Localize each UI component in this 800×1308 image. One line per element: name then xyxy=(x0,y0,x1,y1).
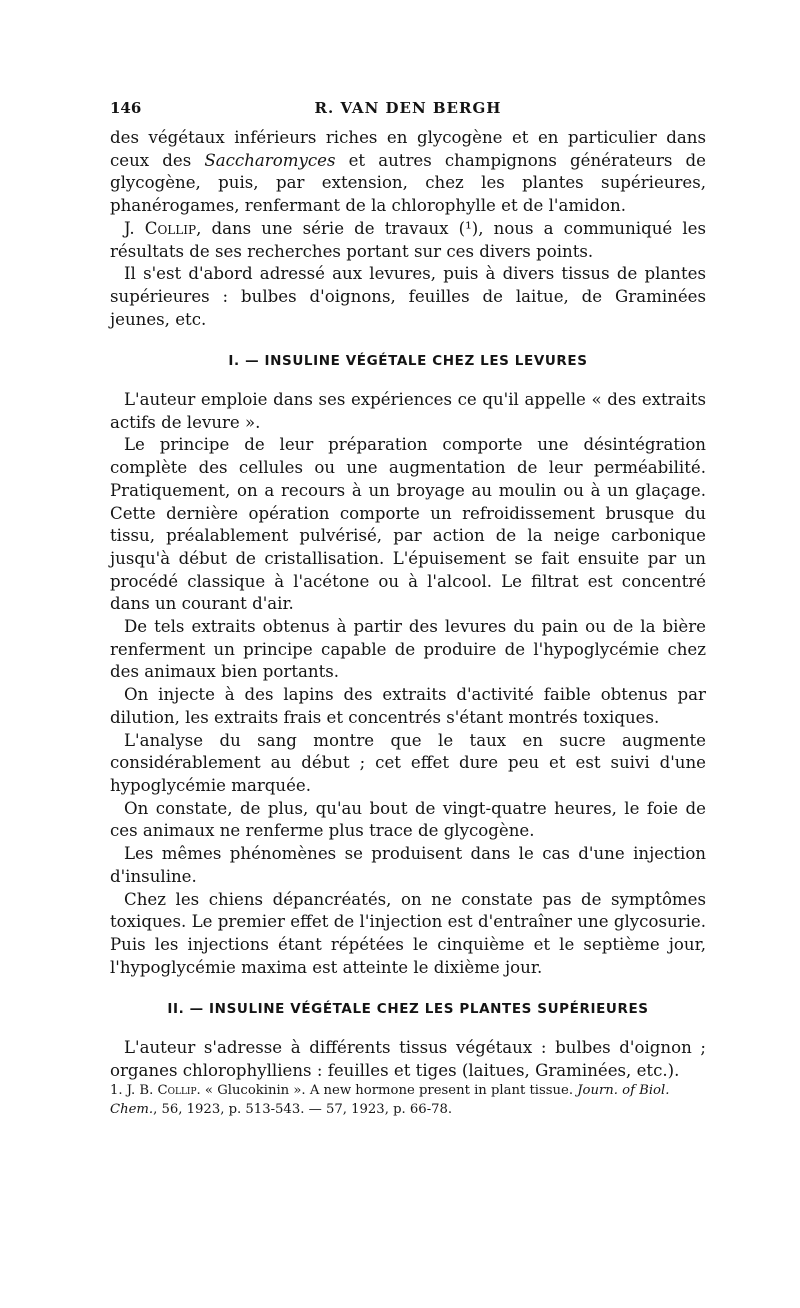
running-head xyxy=(110,99,706,121)
paragraph: Les mêmes phénomènes se produisent dans le cas d'une injection d'insuline. xyxy=(110,844,706,886)
paragraph: De tels extraits obtenus à partir des levures du pain ou de la bière renferment un principe capable de produire de l'hypoglycémie chez des animaux bien portants. xyxy=(110,617,706,682)
author-name: J. Collip xyxy=(124,218,197,238)
section-heading-levures: I. — INSULINE VÉGÉTALE CHEZ LES LEVURES xyxy=(228,353,588,370)
paragraph: Chez les chiens dépancréatés, on ne constate pas de symptômes toxiques. Le premier effet de l'injection est d'entraîner une glycosurie. Puis les injections étant répétées le cinquième et le septième jour, l'hypoglycémie maxima est atteinte le dixième jour. xyxy=(110,889,706,977)
page-number: 146 xyxy=(110,99,142,117)
journal-title: Journ. of Biol. Chem. xyxy=(110,1083,670,1117)
paragraph: On constate, de plus, qu'au bout de vingt-quatre heures, le foie de ces animaux ne renferme plus trace de glycogène. xyxy=(110,798,706,841)
section-heading-plantes-superieures: II. — INSULINE VÉGÉTALE CHEZ LES PLANTES SUPÉRIEURES xyxy=(167,1001,649,1018)
paragraph: On injecte à des lapins des extraits d'activité faible obtenus par dilution, les extraits frais et concentrés s'étant montrés toxiques. xyxy=(110,685,706,727)
paragraph: L'auteur emploie dans ses expériences ce qu'il appelle « des extraits actifs de levure ». xyxy=(110,390,706,432)
intro-paragraph-3: Il s'est d'abord adressé aux levures, puis à divers tissus de plantes supérieures : bulbes d'oignons, feuilles de laitue, de Graminées jeunes, etc. xyxy=(110,264,706,329)
paragraph: Le principe de leur préparation comporte une désintégration complète des cellules ou une augmentation de leur perméabilité. Pratiquement, on a recours à un broyage au moulin ou à un glaçage. Cette dernière opération comporte un refroidissement brusque du tissu, préalablement pulvérisé, par action de la neige carbonique jusqu'à début de cristallisation. L'épuisement se fait ensuite par un procédé classique à l'acétone ou à l'alcool. Le filtrat est concentré dans un courant d'air. xyxy=(110,435,706,614)
body-text xyxy=(110,127,706,1119)
paragraph: L'analyse du sang montre que le taux en sucre augmente considérablement au début ; cet effet dure peu et est suivi d'une hypoglycémie marquée. xyxy=(110,730,706,795)
paragraph: L'auteur s'adresse à différents tissus végétaux : bulbes d'oignon ; organes chlorophylliens : feuilles et tiges (laitues, Graminées, etc.). xyxy=(110,1038,706,1080)
footnote-author: J. B. Collip xyxy=(126,1083,197,1099)
intro-paragraph-2: J. Collip, dans une série de travaux (¹), nous a communiqué les résultats de ses recherches portant sur ces divers points. xyxy=(110,218,707,261)
intro-paragraph-1: des végétaux inférieurs riches en glycogène et en particulier dans ceux des Saccharomyces et autres champignons générateurs de glycogène, puis, par extension, chez les plantes supérieures, phanérogames, renfermant de la chlorophylle et de l'amidon. xyxy=(110,128,706,216)
running-title: R. VAN DEN BERGH xyxy=(314,99,502,117)
genus-name: Saccharomyces xyxy=(204,150,336,170)
footnote: 1. J. B. Collip. « Glucokinin ». A new hormone present in plant tissue. Journ. of Biol. Chem., 56, 1923, p. 513-543. — 57, 1923, p. 66-78. xyxy=(110,1083,670,1117)
